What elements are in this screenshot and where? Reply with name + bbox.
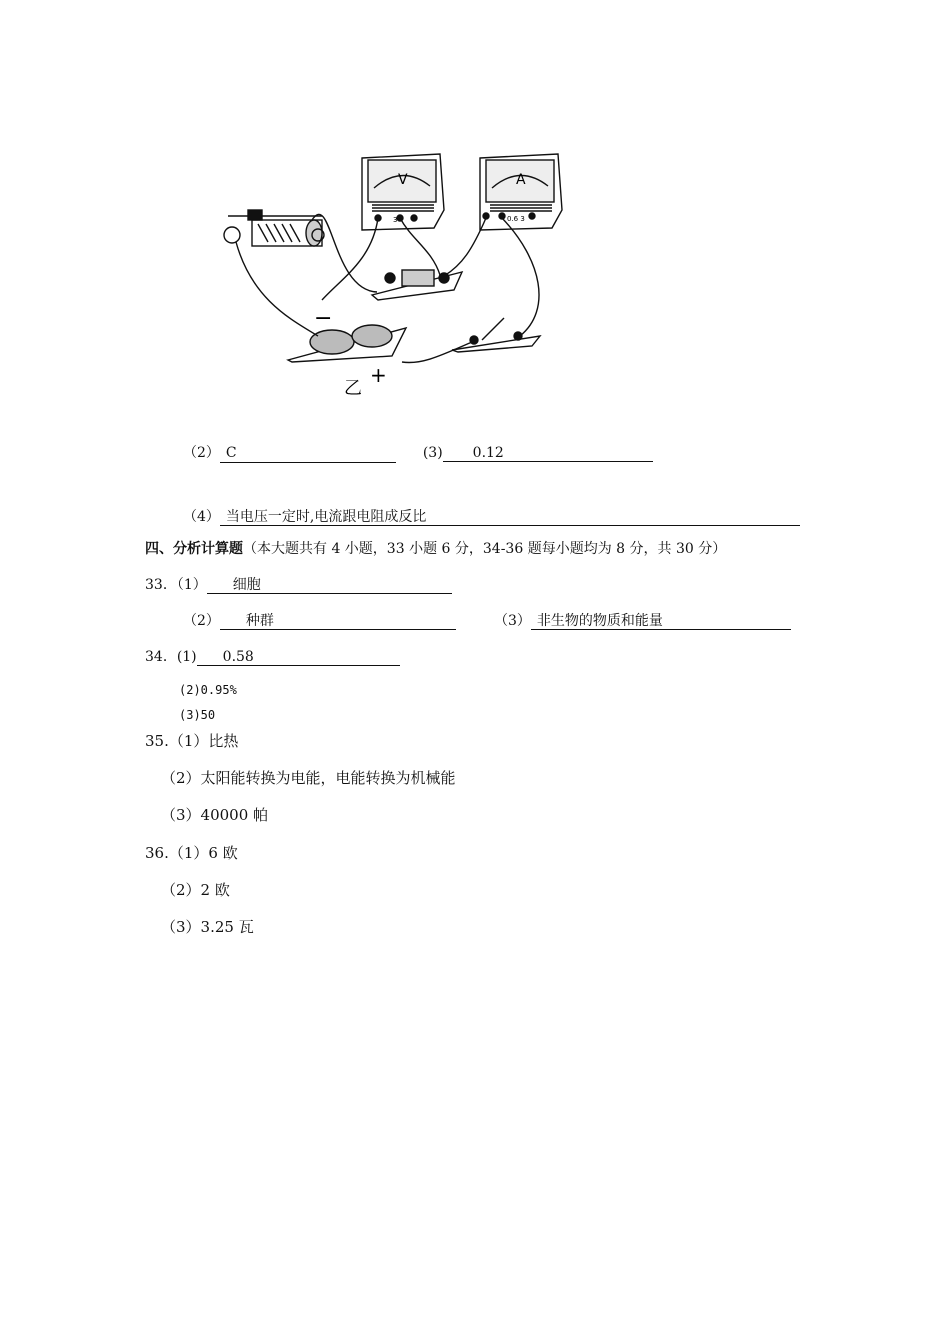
q33-answer-2: 种群 <box>220 612 456 630</box>
rheostat-icon <box>224 210 324 246</box>
q34-answer-1: 0.58 <box>197 648 400 666</box>
q3-answer: 0.12 <box>443 444 653 462</box>
q33-row-1 <box>145 574 452 594</box>
q35-answer-1: 35.（1）比热 <box>145 732 239 750</box>
q33-number: 33．（1） <box>145 577 207 593</box>
switch-icon <box>452 318 540 352</box>
voltmeter-label: V <box>398 172 408 188</box>
battery-icon <box>288 325 406 362</box>
q4-label: （4） <box>183 509 220 525</box>
q33-label-2: （2） <box>183 613 220 629</box>
q33-answer-3: 非生物的物质和能量 <box>531 612 791 630</box>
q36-answer-3: （3）3.25 瓦 <box>161 918 254 936</box>
section-heading <box>145 538 726 558</box>
q3-label: (3) <box>422 445 443 461</box>
q4-answer: 当电压一定时,电流跟电阻成反比 <box>220 508 800 526</box>
resistor-icon <box>372 270 462 300</box>
section-note: （本大题共有 4 小题，33 小题 6 分，34-36 题每小题均为 8 分，共 30 分） <box>243 541 727 557</box>
q34-row-1 <box>145 646 400 666</box>
q33-row-3 <box>494 610 791 630</box>
answer-row-2-3 <box>183 442 653 463</box>
q34-answer-3: (3)50 <box>179 708 216 722</box>
q2-label: （2） <box>183 445 220 461</box>
q33-label-3: （3） <box>494 613 531 629</box>
q36-answer-2: （2）2 欧 <box>161 881 230 899</box>
ammeter-terminal-label: 0.6 3 <box>507 215 525 223</box>
q33-row-2 <box>183 610 456 630</box>
q35-answer-3: （3）40000 帕 <box>161 806 269 824</box>
battery-plus-label: + <box>370 363 387 387</box>
q2-answer: C <box>220 444 396 463</box>
q33-answer-1: 细胞 <box>207 576 452 594</box>
answer-row-4 <box>183 506 800 526</box>
voltmeter-terminal-label: 3 <box>393 216 398 224</box>
q34-number: 34．(1) <box>145 649 197 665</box>
q36-answer-1: 36.（1）6 欧 <box>145 844 238 862</box>
q35-answer-2: （2）太阳能转换为电能，电能转换为机械能 <box>161 769 456 787</box>
battery-minus-label: − <box>314 306 333 331</box>
ammeter-label: A <box>516 172 526 188</box>
circuit-diagram <box>222 150 572 400</box>
section-title: 四、分析计算题 <box>145 541 243 557</box>
figure-caption: 乙 <box>344 378 362 399</box>
q34-answer-2: (2)0.95% <box>179 683 237 697</box>
voltmeter-icon <box>362 154 444 230</box>
